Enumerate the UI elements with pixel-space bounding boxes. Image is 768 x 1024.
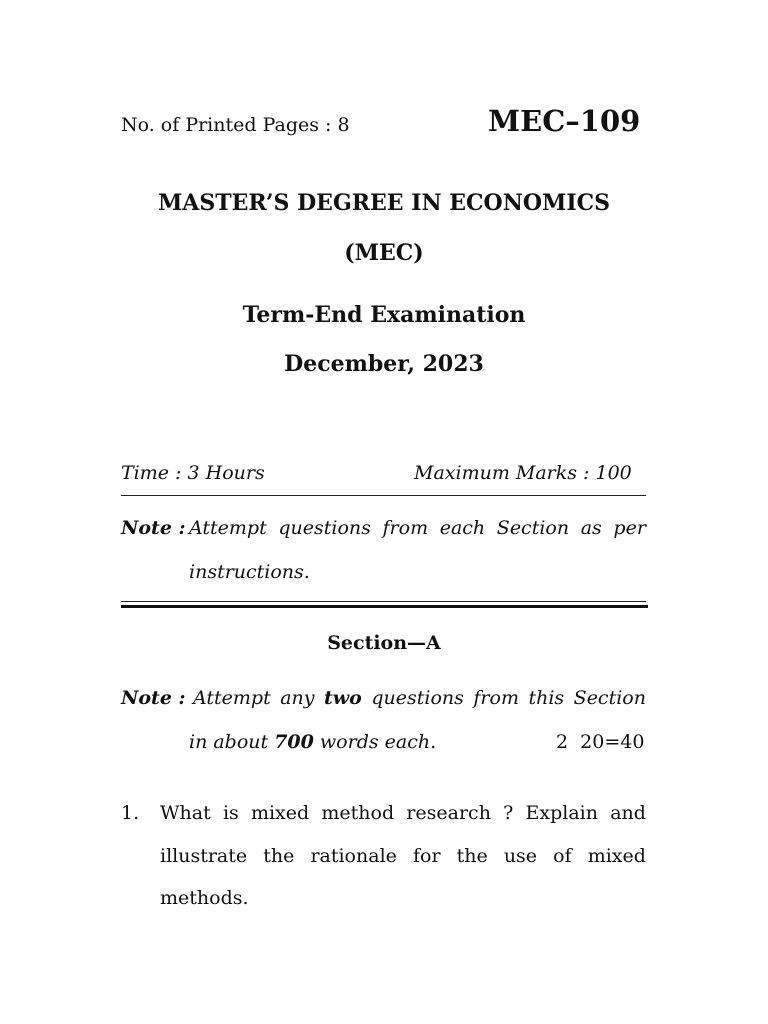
question-word: of (553, 845, 572, 867)
note-text: in about (189, 731, 275, 753)
maximum-marks: Maximum Marks : 100 (414, 462, 632, 484)
note-word: questions (371, 687, 464, 709)
question-number: 1. (121, 802, 140, 824)
note-word: Attempt (189, 517, 267, 539)
word-count-emphasis: 700 (274, 731, 314, 753)
note-word: as (580, 517, 602, 539)
note-word: each (439, 517, 486, 539)
question-word: is (222, 802, 239, 824)
marks-scheme: 2 20=40 (556, 731, 645, 753)
exam-duration: Time : 3 Hours (121, 462, 265, 484)
question-word: rationale (310, 845, 397, 867)
exam-title: Term-End Examination (242, 302, 526, 328)
question-word: What (160, 802, 211, 824)
question-word: the (263, 845, 295, 867)
note-word: Section (573, 687, 646, 709)
question-word: mixed (250, 802, 310, 824)
degree-title: MASTER’S DEGREE IN ECONOMICS (157, 190, 611, 216)
note-word: Section (496, 517, 570, 539)
general-note-continuation: instructions. (189, 561, 310, 583)
double-rule-bottom (121, 605, 648, 608)
section-note-line (193, 687, 646, 709)
question-word: ? (503, 802, 514, 824)
question-line-last: methods. (160, 887, 249, 909)
question-word: for (412, 845, 441, 867)
section-note-label: Note : (121, 687, 186, 709)
note-word: from (382, 517, 429, 539)
question-word: Explain (525, 802, 598, 824)
question-line (160, 845, 646, 867)
note-text: words each. (313, 731, 437, 753)
note-word: per (613, 517, 646, 539)
course-code: MEC–109 (488, 104, 641, 138)
general-note-label: Note : (121, 517, 186, 539)
question-word: and (610, 802, 646, 824)
section-heading: Section—A (327, 632, 441, 654)
general-note-line (189, 517, 646, 539)
question-word: use (503, 845, 538, 867)
note-word-emphasis: two (324, 687, 362, 709)
section-note-continuation (189, 731, 436, 753)
note-word: any (280, 687, 315, 709)
question-word: research (406, 802, 491, 824)
note-word: from (473, 687, 519, 709)
divider-rule (121, 495, 646, 496)
note-word: this (528, 687, 565, 709)
question-word: the (456, 845, 488, 867)
double-rule-top (121, 601, 646, 602)
note-word: questions (278, 517, 371, 539)
question-word: method (321, 802, 395, 824)
printed-pages-count: No. of Printed Pages : 8 (121, 114, 350, 136)
degree-abbreviation: (MEC) (344, 240, 424, 266)
question-line (160, 802, 646, 824)
exam-date: December, 2023 (284, 351, 484, 377)
question-word: illustrate (160, 845, 248, 867)
question-word: mixed (587, 845, 646, 867)
note-word: Attempt (193, 687, 271, 709)
